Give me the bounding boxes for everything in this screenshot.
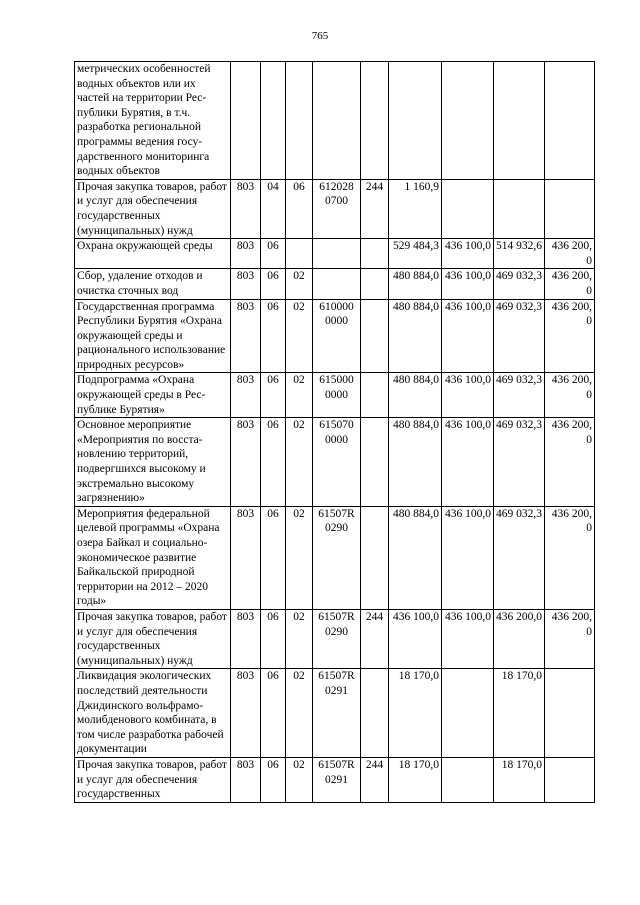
amount-4-cell [545, 62, 595, 180]
ministry-code-cell: 803 [231, 373, 261, 418]
table-row [75, 506, 595, 609]
amount-4-cell: 436 200,0 [545, 609, 595, 668]
amount-2-cell: 436 100,0 [442, 418, 494, 507]
amount-3-cell [494, 62, 545, 180]
ministry-code-cell: 803 [231, 669, 261, 758]
table-row [75, 418, 595, 507]
amount-2-cell: 436 100,0 [442, 609, 494, 668]
amount-2-cell [442, 669, 494, 758]
expense-type-cell [361, 299, 389, 373]
subsection-code-cell: 02 [286, 506, 313, 609]
section-code-cell: 06 [261, 757, 286, 802]
amount-1-cell: 1 160,9 [389, 179, 442, 238]
target-article-cell [313, 62, 361, 180]
amount-1-cell: 480 884,0 [389, 418, 442, 507]
amount-3-cell: 469 032,3 [494, 269, 545, 299]
section-code-cell: 06 [261, 373, 286, 418]
section-code-cell: 06 [261, 609, 286, 668]
amount-4-cell: 436 200,0 [545, 418, 595, 507]
amount-2-cell [442, 62, 494, 180]
expense-type-cell: 244 [361, 609, 389, 668]
amount-3-cell: 514 932,6 [494, 239, 545, 269]
row-name-cell: Государственная программа Республики Бурятия «Охрана окружающей среды и рационального использование природных ресурсов» [75, 299, 231, 373]
subsection-code-cell: 02 [286, 299, 313, 373]
expense-type-cell [361, 269, 389, 299]
expense-type-cell [361, 373, 389, 418]
subsection-code-cell: 06 [286, 179, 313, 238]
table-row [75, 239, 595, 269]
row-name-cell: Мероприятия федеральной целевой программы «Охрана озера Байкал и социально-экономическое развитие Байкальской природной территории на 2012 – 2020 годы» [75, 506, 231, 609]
target-article-cell: 610000 0000 [313, 299, 361, 373]
amount-3-cell: 436 200,0 [494, 609, 545, 668]
section-code-cell: 06 [261, 506, 286, 609]
amount-4-cell: 436 200,0 [545, 506, 595, 609]
amount-4-cell [545, 179, 595, 238]
target-article-cell [313, 269, 361, 299]
row-name-cell: Основное мероприятие «Мероприятия по восстановлению территорий, подвергшихся высокому и экстремально высокому загрязнению» [75, 418, 231, 507]
table-row [75, 269, 595, 299]
amount-1-cell: 480 884,0 [389, 506, 442, 609]
ministry-code-cell: 803 [231, 239, 261, 269]
target-article-cell: 615070 0000 [313, 418, 361, 507]
amount-3-cell: 18 170,0 [494, 669, 545, 758]
amount-2-cell: 436 100,0 [442, 506, 494, 609]
amount-1-cell: 18 170,0 [389, 669, 442, 758]
table-row [75, 609, 595, 668]
amount-1-cell: 529 484,3 [389, 239, 442, 269]
ministry-code-cell [231, 62, 261, 180]
amount-4-cell: 436 200,0 [545, 373, 595, 418]
ministry-code-cell: 803 [231, 299, 261, 373]
table-row [75, 62, 595, 180]
section-code-cell: 04 [261, 179, 286, 238]
target-article-cell: 61507R 0291 [313, 669, 361, 758]
amount-3-cell [494, 179, 545, 238]
amount-3-cell: 18 170,0 [494, 757, 545, 802]
subsection-code-cell: 02 [286, 418, 313, 507]
amount-2-cell: 436 100,0 [442, 299, 494, 373]
ministry-code-cell: 803 [231, 418, 261, 507]
row-name-cell: метрических особенностей водных объектов или их частей на территории Республики Бурятия, в т.ч. разработка региональной программы ведения государственного мониторинга водных объектов [75, 62, 231, 180]
expense-type-cell [361, 418, 389, 507]
section-code-cell: 06 [261, 269, 286, 299]
ministry-code-cell: 803 [231, 609, 261, 668]
expense-type-cell: 244 [361, 179, 389, 238]
row-name-cell: Охрана окружающей среды [75, 239, 231, 269]
amount-4-cell: 436 200,0 [545, 299, 595, 373]
amount-3-cell: 469 032,3 [494, 506, 545, 609]
page-number: 765 [311, 30, 329, 42]
amount-3-cell: 469 032,3 [494, 373, 545, 418]
expense-type-cell [361, 239, 389, 269]
budget-table [74, 61, 595, 803]
amount-3-cell: 469 032,3 [494, 418, 545, 507]
target-article-cell: 61507R 0290 [313, 609, 361, 668]
target-article-cell: 61507R 0290 [313, 506, 361, 609]
table-row [75, 299, 595, 373]
row-name-cell: Ликвидация экологических последствий деятельности Джидинского вольфрамомолибденового комбината, в том числе разработка рабочей документации [75, 669, 231, 758]
table-row [75, 373, 595, 418]
expense-type-cell: 244 [361, 757, 389, 802]
section-code-cell [261, 62, 286, 180]
section-code-cell: 06 [261, 299, 286, 373]
target-article-cell: 615000 0000 [313, 373, 361, 418]
expense-type-cell [361, 506, 389, 609]
amount-1-cell: 480 884,0 [389, 373, 442, 418]
amount-1-cell [389, 62, 442, 180]
table-row [75, 669, 595, 758]
subsection-code-cell: 02 [286, 373, 313, 418]
section-code-cell: 06 [261, 418, 286, 507]
target-article-cell [313, 239, 361, 269]
amount-4-cell [545, 669, 595, 758]
ministry-code-cell: 803 [231, 179, 261, 238]
subsection-code-cell [286, 239, 313, 269]
amount-4-cell: 436 200,0 [545, 269, 595, 299]
row-name-cell: Прочая закупка товаров, работ и услуг для обеспечения государственных (муниципальных) нужд [75, 179, 231, 238]
expense-type-cell [361, 669, 389, 758]
expense-type-cell [361, 62, 389, 180]
amount-4-cell: 436 200,0 [545, 239, 595, 269]
amount-1-cell: 480 884,0 [389, 269, 442, 299]
amount-1-cell: 480 884,0 [389, 299, 442, 373]
row-name-cell: Прочая закупка товаров, работ и услуг для обеспечения государственных [75, 757, 231, 802]
target-article-cell: 612028 0700 [313, 179, 361, 238]
amount-1-cell: 18 170,0 [389, 757, 442, 802]
subsection-code-cell [286, 62, 313, 180]
table-row [75, 757, 595, 802]
amount-2-cell: 436 100,0 [442, 239, 494, 269]
subsection-code-cell: 02 [286, 669, 313, 758]
amount-2-cell [442, 757, 494, 802]
ministry-code-cell: 803 [231, 269, 261, 299]
amount-3-cell: 469 032,3 [494, 299, 545, 373]
ministry-code-cell: 803 [231, 506, 261, 609]
amount-2-cell: 436 100,0 [442, 373, 494, 418]
section-code-cell: 06 [261, 669, 286, 758]
section-code-cell: 06 [261, 239, 286, 269]
row-name-cell: Сбор, удаление отходов и очистка сточных вод [75, 269, 231, 299]
table-row [75, 179, 595, 238]
row-name-cell: Подпрограмма «Охрана окружающей среды в Республике Бурятия» [75, 373, 231, 418]
subsection-code-cell: 02 [286, 269, 313, 299]
row-name-cell: Прочая закупка товаров, работ и услуг для обеспечения государственных (муниципальных) нужд [75, 609, 231, 668]
subsection-code-cell: 02 [286, 609, 313, 668]
target-article-cell: 61507R 0291 [313, 757, 361, 802]
ministry-code-cell: 803 [231, 757, 261, 802]
amount-1-cell: 436 100,0 [389, 609, 442, 668]
amount-2-cell: 436 100,0 [442, 269, 494, 299]
amount-4-cell [545, 757, 595, 802]
amount-2-cell [442, 179, 494, 238]
subsection-code-cell: 02 [286, 757, 313, 802]
